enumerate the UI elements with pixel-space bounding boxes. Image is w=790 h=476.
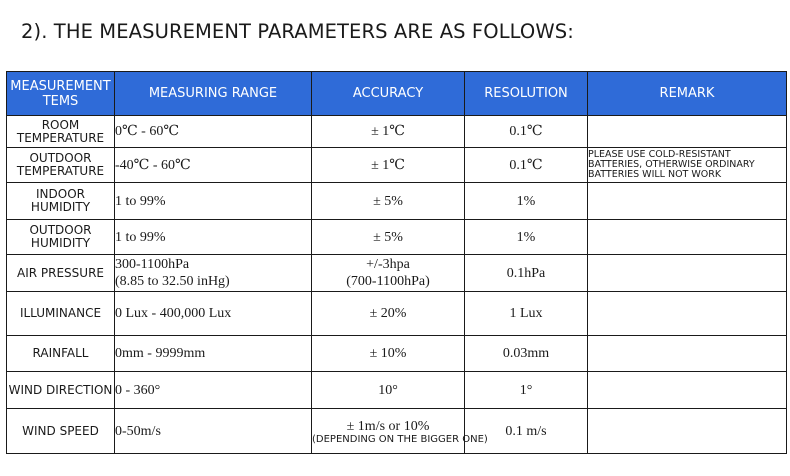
range-cell [115,220,312,255]
range-cell [115,409,312,454]
table-row [7,409,787,454]
accuracy-value: ± 5% [373,229,403,245]
remark-cell [588,220,787,255]
range-value: 1 to 99% [115,193,166,209]
item-cell: WIND SPEED [7,409,115,454]
accuracy-value: ± 1m/s or 10% [346,418,430,434]
accuracy-value: ± 10% [369,346,407,361]
column-header-remark: REMARK [588,72,787,116]
accuracy-value: ± 1℃ [371,157,405,173]
range-value-secondary: (8.85 to 32.50 inHg) [115,274,230,289]
item-cell: AIR PRESSURE [7,255,115,292]
range-value: 1 to 99% [115,229,166,245]
resolution-cell: 0.1 m/s [465,409,588,454]
remark-cell [588,183,787,220]
accuracy-cell [312,183,465,220]
section-heading: 2). THE MEASUREMENT PARAMETERS ARE AS FOLLOWS: [21,20,574,43]
accuracy-value: ± 1℃ [371,124,405,139]
accuracy-cell [312,148,465,183]
column-header-accuracy: ACCURACY [312,72,465,116]
remark-cell [588,372,787,409]
range-cell [115,116,312,148]
range-cell [115,372,312,409]
accuracy-value: ± 5% [373,193,403,209]
accuracy-value: +/-3hpa [366,257,410,272]
accuracy-cell [312,255,465,292]
range-value: 0-50m/s [115,423,161,439]
accuracy-note: (700-1100hPa) [346,274,430,289]
remark-cell [588,116,787,148]
resolution-cell: 0.1℃ [465,148,588,183]
table-row [7,116,787,148]
table-row [7,255,787,292]
range-value: 0 Lux - 400,000 Lux [115,306,232,321]
accuracy-note: (DEPENDING ON THE BIGGER ONE) [312,433,488,445]
resolution-cell: 0.1hPa [465,255,588,292]
table-row [7,183,787,220]
table-row [7,292,787,336]
range-cell [115,183,312,220]
item-cell: ROOM TEMPERATURE [7,116,115,148]
resolution-cell: 0.1℃ [465,116,588,148]
accuracy-cell [312,336,465,372]
resolution-cell: 1 Lux [465,292,588,336]
range-cell [115,255,312,292]
remark-cell: PLEASE USE COLD-RESISTANT BATTERIES, OTHERWISE ORDINARY BATTERIES WILL NOT WORK [588,148,787,183]
remark-cell [588,292,787,336]
column-header-resolution: RESOLUTION [465,72,588,116]
range-value: -40℃ - 60℃ [115,157,191,173]
range-value: 0℃ - 60℃ [115,124,179,139]
table-row [7,372,787,409]
item-cell: OUTDOOR TEMPERATURE [7,148,115,183]
range-cell [115,292,312,336]
range-value: 300-1100hPa [115,257,190,272]
remark-cell [588,409,787,454]
column-header-items: MEASUREMENT TEMS [7,72,115,116]
resolution-cell: 0.03mm [465,336,588,372]
item-cell: OUTDOOR HUMIDITY [7,220,115,255]
item-cell: INDOOR HUMIDITY [7,183,115,220]
accuracy-cell [312,409,488,454]
table-row [7,336,787,372]
accuracy-value: ± 20% [369,306,407,321]
resolution-cell: 1% [465,220,588,255]
range-cell [115,148,312,183]
measurement-parameters-table [6,71,787,454]
table-header-row [7,72,787,116]
table-row [7,148,787,183]
resolution-cell: 1° [465,372,588,409]
table-row [7,220,787,255]
accuracy-value: 10° [378,382,398,398]
accuracy-cell [312,220,465,255]
range-value: 0mm - 9999mm [115,346,206,361]
remark-cell [588,255,787,292]
range-cell [115,336,312,372]
resolution-cell: 1% [465,183,588,220]
item-cell: WIND DIRECTION [7,372,115,409]
item-cell: RAINFALL [7,336,115,372]
item-cell: ILLUMINANCE [7,292,115,336]
column-header-range: MEASURING RANGE [115,72,312,116]
accuracy-cell [312,292,465,336]
accuracy-cell [312,372,465,409]
accuracy-cell [312,116,465,148]
remark-cell [588,336,787,372]
range-value: 0 - 360° [115,382,161,398]
